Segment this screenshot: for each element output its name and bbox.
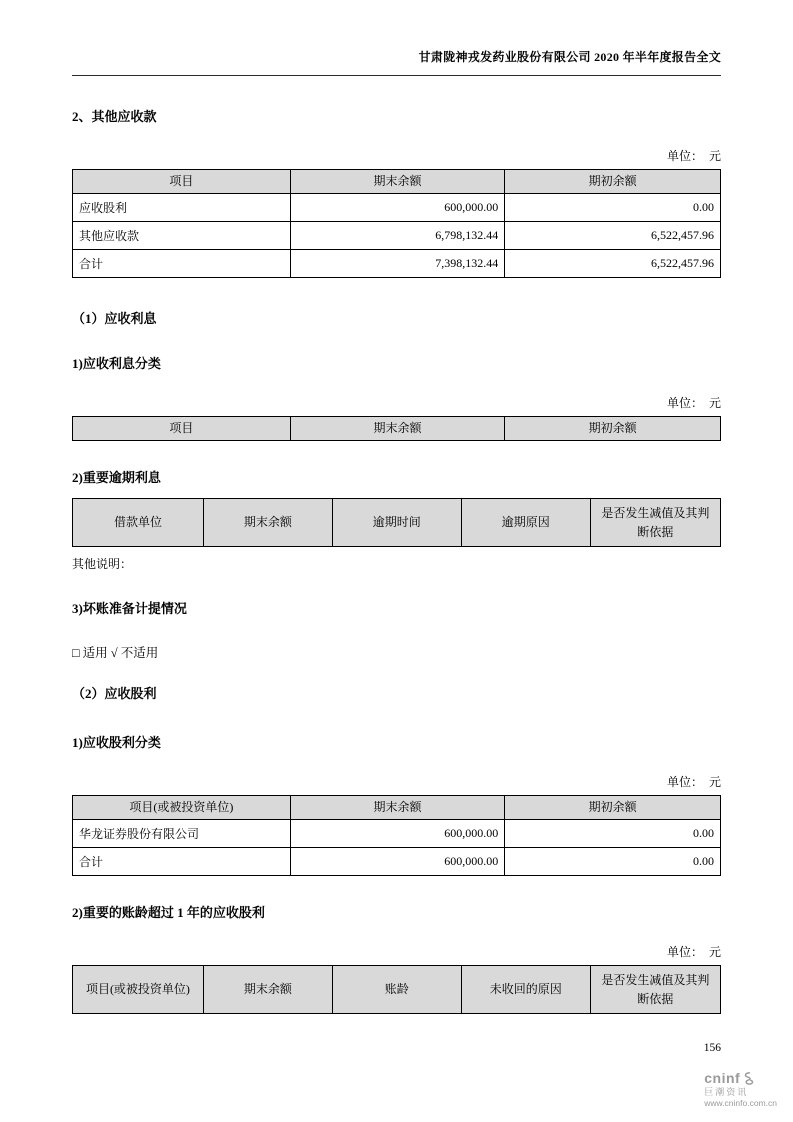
section-title-interest-classification: 1)应收利息分类	[72, 356, 161, 371]
col-header-overdue-time: 逾期时间	[332, 499, 461, 547]
cninfo-brand-text: cninf	[704, 1070, 741, 1087]
cell-opening: 0.00	[505, 194, 721, 222]
cninfo-swirl-icon	[742, 1072, 755, 1085]
table-row	[73, 820, 721, 848]
section-title-dividends-receivable: （2）应收股利	[72, 686, 157, 701]
cell-opening: 0.00	[505, 848, 721, 876]
cell-item: 合计	[73, 250, 291, 278]
cninfo-url: www.cninfo.com.cn	[704, 1097, 777, 1108]
cninfo-logo-top	[704, 1070, 777, 1087]
col-header-closing-balance: 期末余额	[203, 966, 332, 1014]
table-row	[73, 194, 721, 222]
table-header-row	[73, 170, 721, 194]
other-notes-label: 其他说明：	[72, 557, 133, 571]
col-header-aging: 账龄	[332, 966, 461, 1014]
col-header-item: 项目	[73, 170, 291, 194]
cninfo-logo	[704, 1070, 777, 1108]
cell-item: 应收股利	[73, 194, 291, 222]
col-header-closing-balance: 期末余额	[290, 417, 504, 441]
section-title-overdue-interest: 2)重要逾期利息	[72, 470, 161, 485]
section-title-dividends-classification: 1)应收股利分类	[72, 735, 161, 750]
col-header-closing-balance: 期末余额	[290, 796, 504, 820]
dividends-classification-table	[72, 795, 721, 876]
applicability-line: □ 适用 √ 不适用	[72, 646, 159, 660]
col-header-item-or-investee: 项目(或被投资单位)	[73, 796, 291, 820]
cell-closing: 600,000.00	[290, 194, 504, 222]
col-header-impairment: 是否发生减值及其判断依据	[590, 966, 720, 1014]
other-receivables-table	[72, 169, 721, 278]
cell-closing: 7,398,132.44	[290, 250, 504, 278]
page-number: 156	[703, 1042, 721, 1054]
unit-label: 单位： 元	[666, 396, 721, 410]
dividends-over-1-year-table	[72, 965, 721, 1014]
cell-item: 华龙证券股份有限公司	[73, 820, 291, 848]
col-header-impairment: 是否发生减值及其判断依据	[590, 499, 720, 547]
col-header-borrower: 借款单位	[73, 499, 204, 547]
col-header-closing-balance: 期末余额	[203, 499, 332, 547]
section-title-interest-receivable: （1）应收利息	[72, 311, 157, 326]
cell-closing: 600,000.00	[290, 848, 504, 876]
table-row	[73, 222, 721, 250]
cell-closing: 600,000.00	[290, 820, 504, 848]
interest-classification-table	[72, 416, 721, 441]
table-row-total	[73, 250, 721, 278]
cell-opening: 6,522,457.96	[505, 250, 721, 278]
overdue-interest-table	[72, 498, 721, 547]
col-header-opening-balance: 期初余额	[505, 170, 721, 194]
cell-opening: 6,522,457.96	[505, 222, 721, 250]
report-header-title: 甘肃陇神戎发药业股份有限公司 2020 年半年度报告全文	[72, 48, 721, 76]
col-header-uncollected-reason: 未收回的原因	[461, 966, 590, 1014]
cell-closing: 6,798,132.44	[290, 222, 504, 250]
col-header-overdue-reason: 逾期原因	[461, 499, 590, 547]
table-row-total	[73, 848, 721, 876]
table-header-row	[73, 966, 721, 1014]
col-header-opening-balance: 期初余额	[505, 796, 721, 820]
table-header-row	[73, 417, 721, 441]
unit-label: 单位： 元	[666, 775, 721, 789]
cninfo-chinese-name: 巨潮资讯	[704, 1087, 749, 1098]
table-header-row	[73, 796, 721, 820]
table-header-row	[73, 499, 721, 547]
col-header-opening-balance: 期初余额	[505, 417, 721, 441]
cell-item: 其他应收款	[73, 222, 291, 250]
cell-item: 合计	[73, 848, 291, 876]
unit-label: 单位： 元	[666, 945, 721, 959]
cell-opening: 0.00	[505, 820, 721, 848]
section-title-bad-debt-provision: 3)坏账准备计提情况	[72, 601, 187, 616]
section-title-other-receivables: 2、其他应收款	[72, 109, 157, 124]
col-header-item: 项目	[73, 417, 291, 441]
unit-label: 单位： 元	[666, 149, 721, 163]
col-header-closing-balance: 期末余额	[290, 170, 504, 194]
section-title-dividends-over-1-year: 2)重要的账龄超过 1 年的应收股利	[72, 905, 265, 920]
col-header-item-or-investee: 项目(或被投资单位)	[73, 966, 204, 1014]
